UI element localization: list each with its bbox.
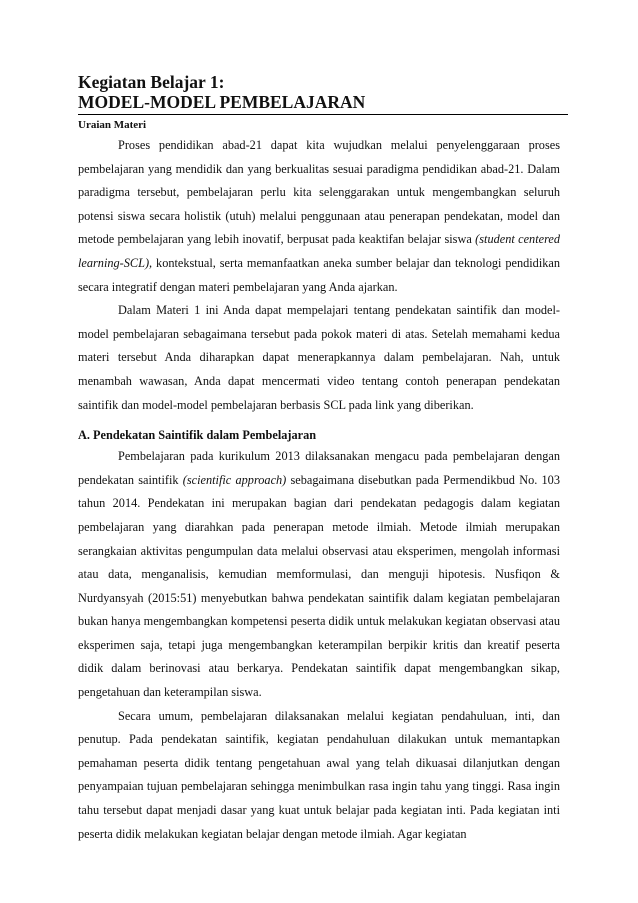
page-title <box>78 72 560 112</box>
title-line-2: MODEL-MODEL PEMBELAJARAN <box>78 92 366 112</box>
section-a-paragraph-2: Secara umum, pembelajaran dilaksanakan melalui kegiatan pendahuluan, inti, dan penutup. Pada pendekatan saintifik, kegiatan pendahuluan dilakukan untuk memantapkan pemahaman peserta didik tentang pengetahuan awal yang telah dikuasai dilanjutkan dengan penyampaian tujuan pembelajaran sehingga menimbulkan rasa ingin tahu yang tinggi. Rasa ingin tahu tersebut dapat menjadi dasar yang kuat untuk belajar pada kegiatan inti. Pada kegiatan inti peserta didik melakukan kegiatan belajar dengan metode ilmiah. Agar kegiatan <box>78 708 560 841</box>
uraian-p1-italic: (student centered learning-SCL), <box>78 232 560 270</box>
uraian-p1-text-b: kontekstual, serta memanfaatkan aneka sumber belajar dan teknologi pendidikan secara integratif dengan materi pembelajaran yang Anda ajarkan. <box>78 255 560 294</box>
section-a-p1-italic: (scientific approach) <box>182 472 287 487</box>
title-divider <box>78 114 568 115</box>
uraian-p1-text-a: Proses pendidikan abad-21 dapat kita wujudkan melalui penyelenggaraan proses pembelajaran yang mendidik dan yang berkualitas sesuai paradigma pendidikan abad-21. Dalam paradigma tersebut, pembelajaran perlu kita selenggarakan untuk mengembangkan seluruh potensi siswa secara holistik (utuh) melalui penggunaan atau penerapan pendekatan, model dan metode pembelajaran yang lebih inovatif, berpusat pada keaktifan belajar siswa <box>78 138 560 247</box>
document-page <box>78 72 560 846</box>
section-a-heading: A. Pendekatan Saintifik dalam Pembelajaran <box>78 428 317 443</box>
uraian-materi-label: Uraian Materi <box>78 119 147 131</box>
title-line-1: Kegiatan Belajar 1: <box>78 72 225 92</box>
section-a-p1-text-b: sebagaimana disebutkan pada Permendikbud No. 103 tahun 2014. Pendekatan ini merupakan bagian dari pendekatan pedagogis dalam kegiatan pembelajaran yang diarahkan pada penerapan metode ilmiah. Metode ilmiah merupakan serangkaian aktivitas pengumpulan data melalui observasi atau eksperimen, mengolah informasi atau data, menganalisis, kemudian memformulasi, dan menguji hipotesis. Nusfiqon & Nurdyansyah (2015:51) menyebutkan bahwa pendekatan saintifik dalam kegiatan pembelajaran bukan hanya mengembangkan kompetensi peserta didik untuk melakukan kegiatan observasi atau eksperimen saja, tetapi juga mengembangkan keterampilan berpikir kritis dan kreatif peserta didik dalam berinovasi atau berkarya. Pendekatan saintifik dapat mengembangkan sikap, pengetahuan dan keterampilan siswa. <box>78 472 560 700</box>
uraian-paragraph-1 <box>78 134 560 299</box>
uraian-paragraph-2: Dalam Materi 1 ini Anda dapat mempelajari tentang pendekatan saintifik dan model-model pembelajaran sebagaimana tersebut pada pokok materi di atas. Setelah memahami kedua materi tersebut Anda diharapkan dapat menerapkannya dalam pembelajaran. Nah, untuk menambah wawasan, Anda dapat mencermati video tentang contoh penerapan pendekatan saintifik dan model-model pembelajaran berbasis SCL pada link yang diberikan. <box>78 303 560 412</box>
section-a-paragraph-1 <box>78 445 560 705</box>
section-a-p1-text-a: Pembelajaran pada kurikulum 2013 dilaksanakan mengacu pada pembelajaran dengan pendekatan saintifik <box>78 449 560 487</box>
